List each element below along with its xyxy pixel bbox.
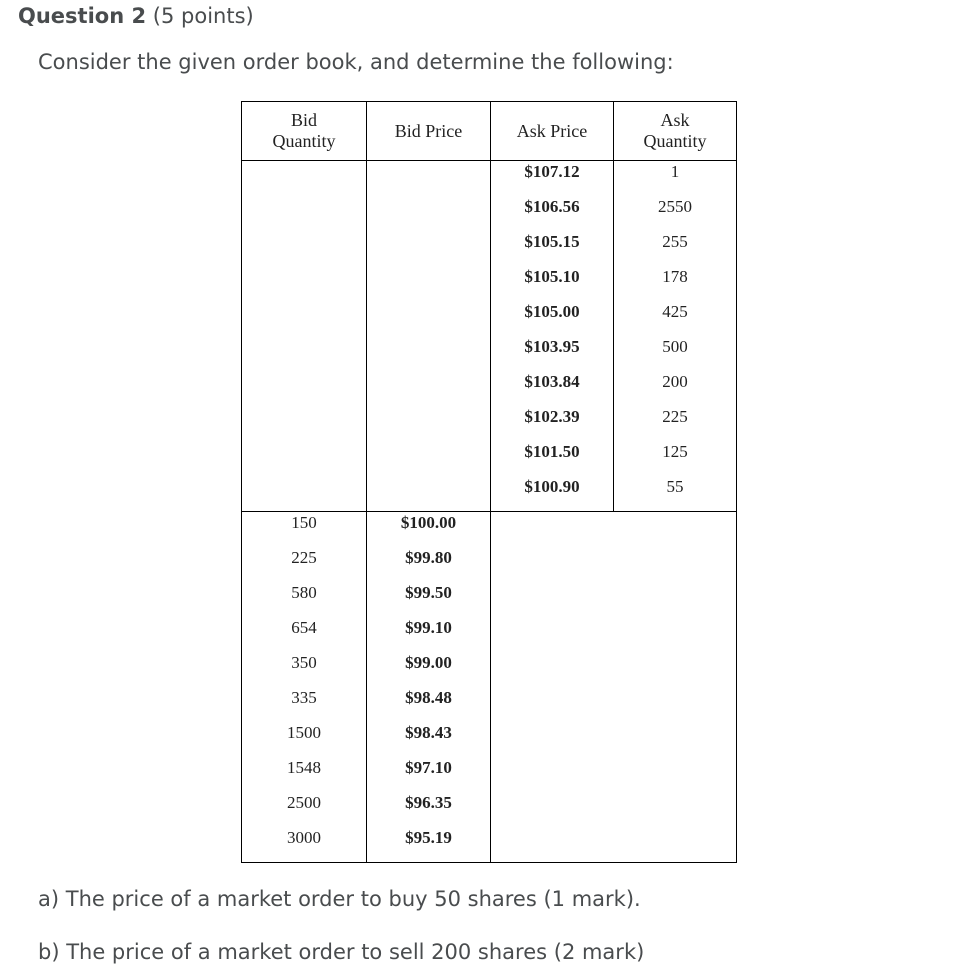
bid-price-cell: $96.35 [405, 793, 452, 812]
ask-quantity-cell: 125 [662, 442, 688, 461]
ask-quantity-cell: 1 [670, 162, 680, 181]
bid-quantity-cell: 3000 [287, 828, 321, 847]
question-points: (5 points) [152, 4, 254, 28]
bid-price-cell: $100.00 [400, 513, 457, 532]
ask-quantity-cell: 255 [662, 232, 688, 251]
bid-price-cell: $98.48 [405, 688, 452, 707]
header-bid-quantity-line1: Bid [290, 110, 317, 130]
bid-quantity-cell: 580 [291, 583, 317, 602]
ask-quantity-cell: 200 [662, 372, 688, 391]
order-book-table [241, 101, 737, 863]
header-ask-quantity-line1: Ask [660, 110, 690, 130]
bid-quantity-cell: 654 [291, 618, 317, 637]
bid-quantity-cell: 225 [291, 548, 317, 567]
ask-quantity-cell: 225 [662, 407, 688, 426]
ask-quantity-cell: 425 [662, 302, 688, 321]
ask-quantity-cell: 2550 [658, 197, 692, 216]
bid-quantity-cell: 2500 [287, 793, 321, 812]
ask-quantity-cell: 178 [662, 267, 688, 286]
question-title [18, 2, 254, 30]
question-number: Question 2 [18, 4, 147, 28]
bid-price-cell: $98.43 [405, 723, 452, 742]
bid-quantity-cell: 350 [291, 653, 317, 672]
ask-price-cell: $100.90 [524, 477, 580, 496]
ask-price-cell: $105.10 [524, 267, 580, 286]
ask-price-cell: $102.39 [524, 407, 580, 426]
header-bid-quantity [242, 102, 366, 160]
ask-quantity-cell: 500 [662, 337, 688, 356]
bid-price-cell: $97.10 [405, 758, 452, 777]
bid-quantity-cell: 1500 [287, 723, 321, 742]
ask-price-cell: $103.95 [524, 337, 580, 356]
question-part-b: b) The price of a market order to sell 200 shares (2 mark) [38, 940, 645, 964]
ask-price-cell: $105.00 [524, 302, 580, 321]
bid-price-cell: $95.19 [405, 828, 452, 847]
bid-price-cell: $99.00 [405, 653, 452, 672]
ask-price-cell: $106.56 [524, 197, 580, 216]
header-ask-price: Ask Price [516, 120, 588, 141]
header-bid-price: Bid Price [394, 120, 463, 141]
bid-quantity-cell: 150 [291, 513, 317, 532]
bid-quantity-cell: 1548 [287, 758, 321, 777]
question-prompt: Consider the given order book, and determine the following: [38, 50, 674, 74]
header-bid-quantity-line2: Quantity [272, 131, 336, 151]
question-part-a: a) The price of a market order to buy 50 shares (1 mark). [38, 887, 641, 911]
bid-quantity-cell: 335 [291, 688, 317, 707]
ask-quantity-cell: 55 [666, 477, 684, 496]
ask-price-cell: $101.50 [524, 442, 580, 461]
bid-price-cell: $99.10 [405, 618, 452, 637]
bid-price-cell: $99.80 [405, 548, 452, 567]
ask-price-cell: $107.12 [524, 162, 580, 181]
ask-price-cell: $103.84 [524, 372, 580, 391]
header-ask-quantity-line2: Quantity [643, 131, 707, 151]
ask-price-cell: $105.15 [524, 232, 580, 251]
header-ask-quantity [614, 102, 736, 160]
bid-price-cell: $99.50 [405, 583, 452, 602]
